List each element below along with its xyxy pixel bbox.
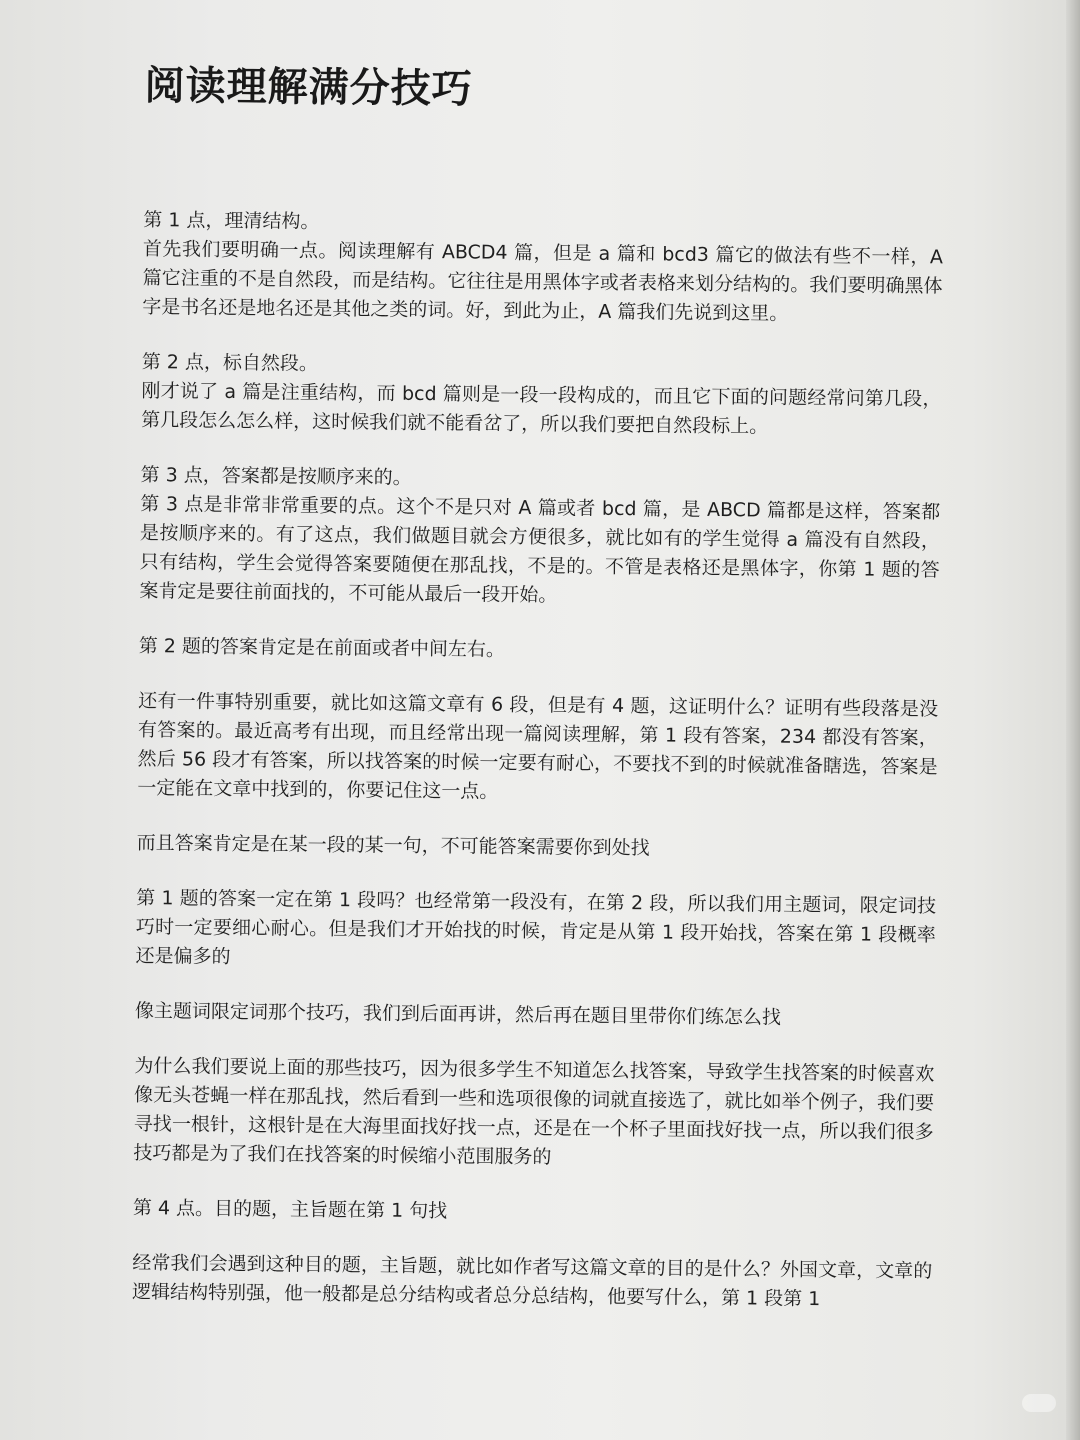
section-3 — [139, 461, 940, 614]
section-heading: 第 3 点，答案都是按顺序来的。 — [140, 463, 412, 489]
paragraph-text: 第 2 题的答案肯定是在前面或者中间左右。 — [138, 634, 506, 661]
paragraph — [135, 884, 936, 979]
paragraph — [133, 1052, 934, 1176]
section-2 — [141, 348, 942, 443]
watermark — [1022, 1394, 1056, 1412]
paragraph-text: 为什么我们要说上面的那些技巧，因为很多学生不知道怎么找答案，导致学生找答案的时候喜欢像无头苍蝇一样在那乱找，然后看到一些和选项很像的词就直接选了，就比如举个例子，我们要寻找一根针，这根针是在大海里面找好找一点，还是在一个杯子里面找好找一点，所以我们很多技巧都是为了我们在找答案的时候缩小范围服务的 — [133, 1054, 935, 1169]
section-body: 首先我们要明确一点。阅读理解有 ABCD4 篇，但是 a 篇和 bcd3 篇它的做法有些不一样，A 篇它注重的不是自然段，而是结构。它往往是用黑体字或者表格来划分结构的。我们要明确黑体字是书名还是地名还是其他之类的词。好，到此为止，A 篇我们先说到这里。 — [142, 237, 944, 325]
paragraph-text: 第 4 点。目的题，主旨题在第 1 句找 — [132, 1196, 448, 1223]
section-body: 刚才说了 a 篇是注重结构，而 bcd 篇则是一段一段构成的，而且它下面的问题经常问第几段，第几段怎么怎么样，这时候我们就不能看岔了，所以我们要把自然段标上。 — [141, 379, 942, 438]
paragraph-text: 经常我们会遇到这种目的题，主旨题，就比如作者写这篇文章的目的是什么？外国文章，文章的逻辑结构特别强，他一般都是总分结构或者总分总结构，他要写什么，第 1 段第 1 — [131, 1251, 933, 1311]
page-title: 阅读理解满分技巧 — [144, 62, 473, 113]
paragraph — [139, 632, 939, 669]
paragraph-text: 像主题词限定词那个技巧，我们到后面再讲，然后再在题目里带你们练怎么找 — [134, 999, 782, 1029]
section-1 — [142, 206, 943, 330]
paragraph-text: 而且答案肯定是在某一段的某一句，不可能答案需要你到处找 — [136, 831, 650, 860]
page-edge — [1066, 0, 1080, 1440]
paragraph — [135, 997, 935, 1034]
paragraph — [132, 1249, 933, 1315]
section-body: 第 3 点是非常非常重要的点。这个不是只对 A 篇或者 bcd 篇，是 ABCD 篇都是这样，答案都是按顺序来的。有了这点，我们做题目就会方便很多，就比如有的学生觉得 a 篇没有自然段，只有结构，学生会觉得答案要随便在那乱找，不是的。不管是表格还是黑体字，你第 1 题的答案肯定是要往前面找的，不可能从最后一段开始。 — [139, 492, 941, 607]
section-heading: 第 1 点，理清结构。 — [143, 208, 320, 233]
page-content — [132, 54, 945, 1341]
paragraph — [137, 829, 937, 866]
paragraph-text: 还有一件事特别重要，就比如这篇文章有 6 段，但是有 4 题，这证明什么？证明有些段落是没有答案的。最近高考有出现，而且经常出现一篇阅读理解，第 1 段有答案，234 都没有答案，然后 56 段才有答案，所以找答案的时候一定要有耐心，不要找不到的时候就准备瞎选，答案是一定能在文章中找到的，你要记住这一点。 — [137, 689, 939, 803]
section-heading: 第 2 点，标自然段。 — [141, 350, 319, 375]
paragraph — [137, 687, 938, 811]
section-4-heading — [133, 1194, 933, 1231]
paragraph-text: 第 1 题的答案一定在第 1 段吗？也经常第一段没有，在第 2 段，所以我们用主题词，限定词技巧时一定要细心耐心。但是我们才开始找的时候，肯定是从第 1 段开始找，答案在第 1 段概率还是偏多的 — [135, 886, 937, 968]
